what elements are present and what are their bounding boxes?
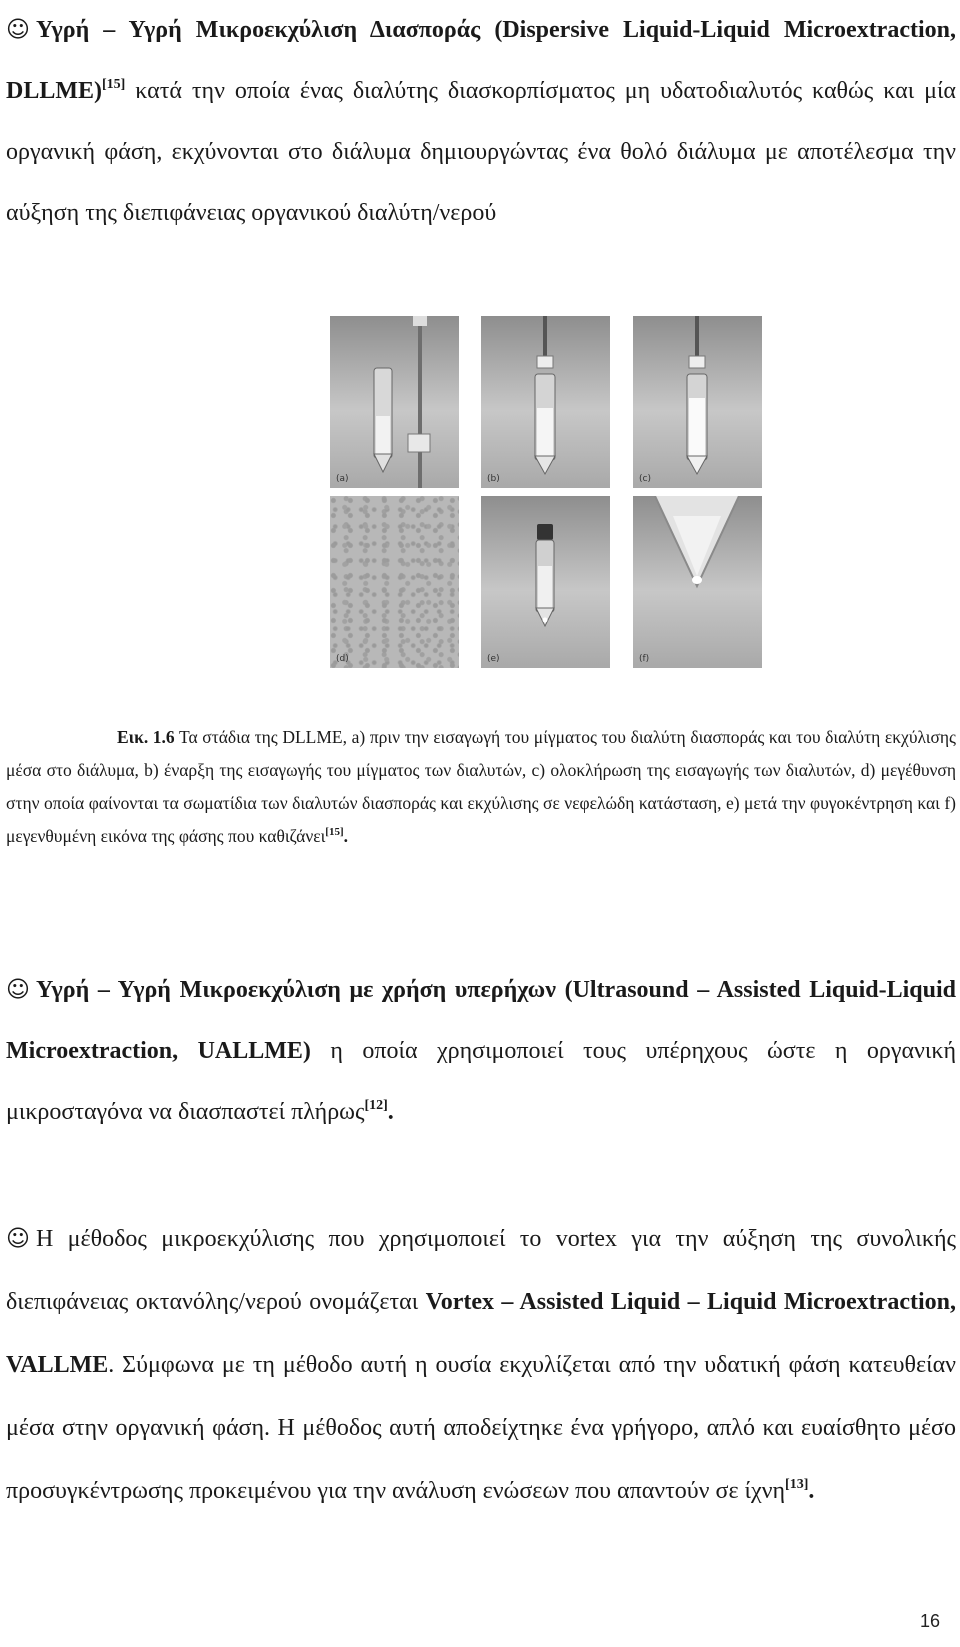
- reference-12: [12]: [364, 1098, 388, 1113]
- figure-panel-a: [330, 316, 459, 488]
- smiley-icon: ☺: [6, 17, 30, 43]
- reference-15: [15]: [325, 826, 344, 838]
- caption-end: .: [343, 826, 348, 846]
- caption-label: Εικ. 1.6: [117, 727, 175, 747]
- paragraph-dllme: [6, 0, 956, 244]
- panel-label: (e): [487, 654, 500, 664]
- paragraph-uallme: [6, 960, 956, 1143]
- paragraph-text: . Σύμφωνα με τη μέθοδο αυτή η ουσία εκχυλίζεται από την υδατική φάση κατευθείαν μέσα στην οργανική φάση. Η μέθοδος αυτή αποδείχτηκε ένα γρήγορο, απλό και ευαίσθητο μέσο προσυγκέντρωσης προκειμένου για την ανάλυση ενώσεων που απαντούν σε ίχνη: [6, 1352, 956, 1504]
- paragraph-text: Η μέθοδος μικροεκχύλισης που χρησιμοποιεί το vortex για την αύξηση της συνολικής διεπιφάνειας οκτανόλης/νερού ονομάζεται: [6, 1226, 956, 1315]
- figure-caption: [6, 721, 956, 853]
- paragraph-end: .: [387, 1099, 394, 1125]
- heading-uallme: Υγρή – Υγρή Μικροεκχύλιση με χρήση υπερήχων (Ultrasound – Assisted Liquid-Liquid Microextraction, UALLME): [6, 977, 956, 1064]
- figure-panel-f: [633, 496, 762, 668]
- panel-label: (b): [487, 474, 500, 484]
- panel-label: (c): [639, 474, 651, 484]
- figure-panel-e: [481, 496, 610, 668]
- smiley-icon: ☺: [6, 977, 30, 1003]
- panel-label: (f): [639, 654, 650, 664]
- paragraph-vallme: [6, 1208, 956, 1523]
- figure-panel-b: [481, 316, 610, 488]
- paragraph-end: .: [808, 1478, 815, 1504]
- panel-label: (d): [336, 654, 349, 664]
- paragraph-text: η οποία χρησιμοποιεί τους υπέρηχους ώστε η οργανική μικροσταγόνα να διασπαστεί πλήρως: [6, 1038, 957, 1125]
- figure-panel-d: [330, 496, 459, 668]
- figure-dllme-stages: [330, 316, 762, 669]
- figure-panel-c: [633, 316, 762, 488]
- panel-label: (a): [336, 474, 349, 484]
- method-name-vallme: Vortex – Assisted Liquid – Liquid Microextraction, VALLME: [6, 1289, 956, 1378]
- page-number: 16: [919, 1611, 940, 1631]
- smiley-icon: ☺: [6, 1226, 30, 1252]
- caption-text: Τα στάδια της DLLME, a) πριν την εισαγωγή του μίγματος του διαλύτη διασποράς και του διαλύτη εκχύλισης μέσα στο διάλυμα, b) έναρξη της εισαγωγής του μίγματος των διαλυτών, c) ολοκλήρωση της εισαγωγής των διαλυτών, d) μεγέθυνση στην οποία φαίνονται τα σωματίδια των διαλυτών διασποράς και εκχύλισης σε νεφελώδη κατάσταση, e) μετά την φυγοκέντρηση και f) μεγενθυμένη εικόνα της φάσης που καθιζάνει: [6, 727, 956, 846]
- paragraph-text: κατά την οποία ένας διαλύτης διασκορπίσματος μη υδατοδιαλυτός καθώς και μία οργανική φάση, εκχύνονται στο διάλυμα δημιουργώντας ένα θολό διάλυμα με αποτέλεσμα την αύξηση της διεπιφάνειας οργανικού διαλύτη/νερού: [6, 78, 956, 226]
- heading-dllme: Υγρή – Υγρή Μικροεκχύλιση Διασποράς (Dispersive Liquid-Liquid Microextraction, DLLME): [6, 17, 956, 104]
- reference-15: [15]: [102, 77, 126, 92]
- reference-13: [13]: [785, 1477, 809, 1492]
